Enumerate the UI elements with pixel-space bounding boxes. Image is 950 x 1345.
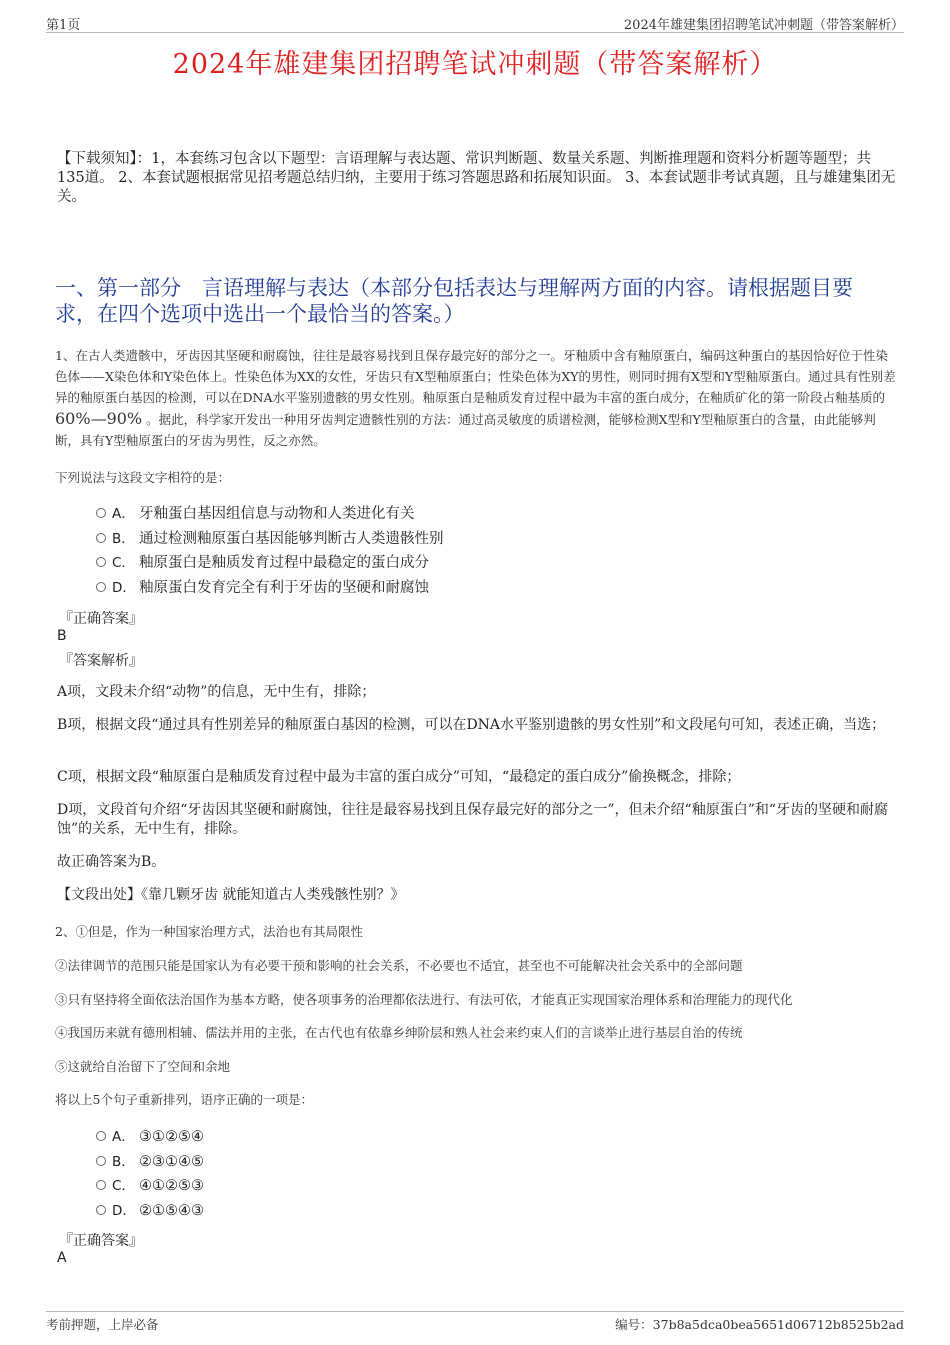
page-footer xyxy=(46,1311,904,1332)
analysis-conclusion: 故正确答案为B。 xyxy=(57,854,166,870)
analysis-d: D项，文段首句介绍“牙齿因其坚硬和耐腐蚀，往往是最容易找到且保存最完好的部分之一”，但未介绍“釉原蛋白”和“牙齿的坚硬和耐腐蚀”的关系，无中生有，排除。 xyxy=(57,802,889,837)
question-1-text xyxy=(55,345,898,451)
radio-icon[interactable] xyxy=(96,1131,106,1141)
question-2-prompt: 将以上5个句子重新排列，语序正确的一项是： xyxy=(55,1092,313,1107)
analysis-b: B项，根据文段“通过具有性别差异的釉原蛋白基因的检测，可以在DNA水平鉴别遗骸的男女性别”和文段尾句可知，表述正确，当选； xyxy=(57,717,886,733)
option-d[interactable]: D． ②①⑤④③ xyxy=(96,1199,204,1224)
footer-slogan: 考前押题，上岸必备 xyxy=(46,1317,159,1332)
question-2-line-5: ⑤这就给自治留下了空间和余地 xyxy=(55,1059,231,1074)
correct-answer: B xyxy=(57,628,67,644)
option-b[interactable]: B． 通过检测釉原蛋白基因能够判断古人类遗骸性别 xyxy=(96,527,444,552)
option-d[interactable]: D． 釉原蛋白发育完全有利于牙齿的坚硬和耐腐蚀 xyxy=(96,576,444,601)
question-2-line-2: ②法律调节的范围只能是国家认为有必要干预和影响的社会关系，不必要也不适宜，甚至也不可能解决社会关系中的全部问题 xyxy=(55,958,743,973)
option-c[interactable]: C． 釉原蛋白是釉质发育过程中最稳定的蛋白成分 xyxy=(96,551,444,576)
passage-source: 【文段出处】《靠几颗牙齿 就能知道古人类残骸性别？》 xyxy=(57,887,405,903)
correct-answer-label: 『正确答案』 xyxy=(59,1233,143,1249)
radio-icon[interactable] xyxy=(96,1156,106,1166)
question-2-line-1: 2、①但是，作为一种国家治理方式，法治也有其局限性 xyxy=(55,924,363,939)
radio-icon[interactable] xyxy=(96,533,106,543)
question-1-options xyxy=(96,502,444,600)
option-a[interactable]: A． ③①②⑤④ xyxy=(96,1125,204,1150)
page-title: 2024年雄建集团招聘笔试冲刺题（带答案解析） xyxy=(172,49,778,80)
option-a[interactable]: A． 牙釉蛋白基因组信息与动物和人类进化有关 xyxy=(96,502,444,527)
q1-text-before: 1、在古人类遗骸中，牙齿因其坚硬和耐腐蚀，往往是最容易找到且保存最完好的部分之一。牙釉质中含有釉原蛋白，编码这种蛋白的基因恰好位于性染色体——X染色体和Y染色体上。性染色体为XX的女性，牙齿只有X型釉原蛋白；性染色体为XY的男性，则同时拥有X型和Y型釉原蛋白。通过具有性别差异的釉原蛋白基因的检测，可以在DNA水平鉴别遗骸的男女性别。釉原蛋白是釉质发育过程中最为丰富的蛋白成分，在釉质矿化的第一阶段占釉基质的 xyxy=(55,348,896,405)
option-b[interactable]: B． ②③①④⑤ xyxy=(96,1150,204,1175)
analysis-label: 『答案解析』 xyxy=(59,653,143,669)
correct-answer: A xyxy=(57,1250,67,1266)
radio-icon[interactable] xyxy=(96,1205,106,1215)
download-notice: 【下载须知】：1，本套练习包含以下题型：言语理解与表达题、常识判断题、数量关系题、判断推理题和资料分析题等题型；共135道。 2、本套试题根据常见招考题总结归纳，主要用于练习答题思路和拓展知识面。 3、本套试题非考试真题，且与雄建集团无关。 xyxy=(57,151,896,205)
q1-text-after: 。据此，科学家开发出一种用牙齿判定遗骸性别的方法：通过高灵敏度的质谱检测，能够检测X型和Y型釉原蛋白的含量，由此能够判断，具有Y型釉原蛋白的牙齿为男性，反之亦然。 xyxy=(55,412,876,448)
question-1-prompt: 下列说法与这段文字相符的是： xyxy=(55,470,231,485)
header-doc-title: 2024年雄建集团招聘笔试冲刺题（带答案解析） xyxy=(623,18,904,33)
analysis-a: A项，文段未介绍“动物”的信息，无中生有，排除； xyxy=(57,684,376,700)
radio-icon[interactable] xyxy=(96,1180,106,1190)
page-number: 第1页 xyxy=(46,18,81,33)
q1-math: 60%—90% xyxy=(55,409,143,428)
question-2-line-3: ③只有坚持将全面依法治国作为基本方略，使各项事务的治理都依法进行、有法可依，才能真正实现国家治理体系和治理能力的现代化 xyxy=(55,992,793,1007)
section-title: 一、第一部分 言语理解与表达（本部分包括表达与理解两方面的内容。请根据题目要求，在四个选项中选出一个最恰当的答案。） xyxy=(55,276,853,326)
radio-icon[interactable] xyxy=(96,508,106,518)
correct-answer-label: 『正确答案』 xyxy=(59,611,143,627)
question-2-options xyxy=(96,1125,204,1223)
radio-icon[interactable] xyxy=(96,582,106,592)
radio-icon[interactable] xyxy=(96,557,106,567)
footer-doc-id: 编号：37b8a5dca0bea5651d06712b8525b2ad xyxy=(615,1317,904,1332)
analysis-c: C项，根据文段“釉原蛋白是釉质发育过程中最为丰富的蛋白成分”可知，“最稳定的蛋白成分”偷换概念，排除； xyxy=(57,769,741,785)
question-2-line-4: ④我国历来就有德刑相辅、儒法并用的主张，在古代也有依靠乡绅阶层和熟人社会来约束人们的言谈举止进行基层自治的传统 xyxy=(55,1025,743,1040)
option-c[interactable]: C． ④①②⑤③ xyxy=(96,1174,204,1199)
page-header xyxy=(46,14,904,33)
